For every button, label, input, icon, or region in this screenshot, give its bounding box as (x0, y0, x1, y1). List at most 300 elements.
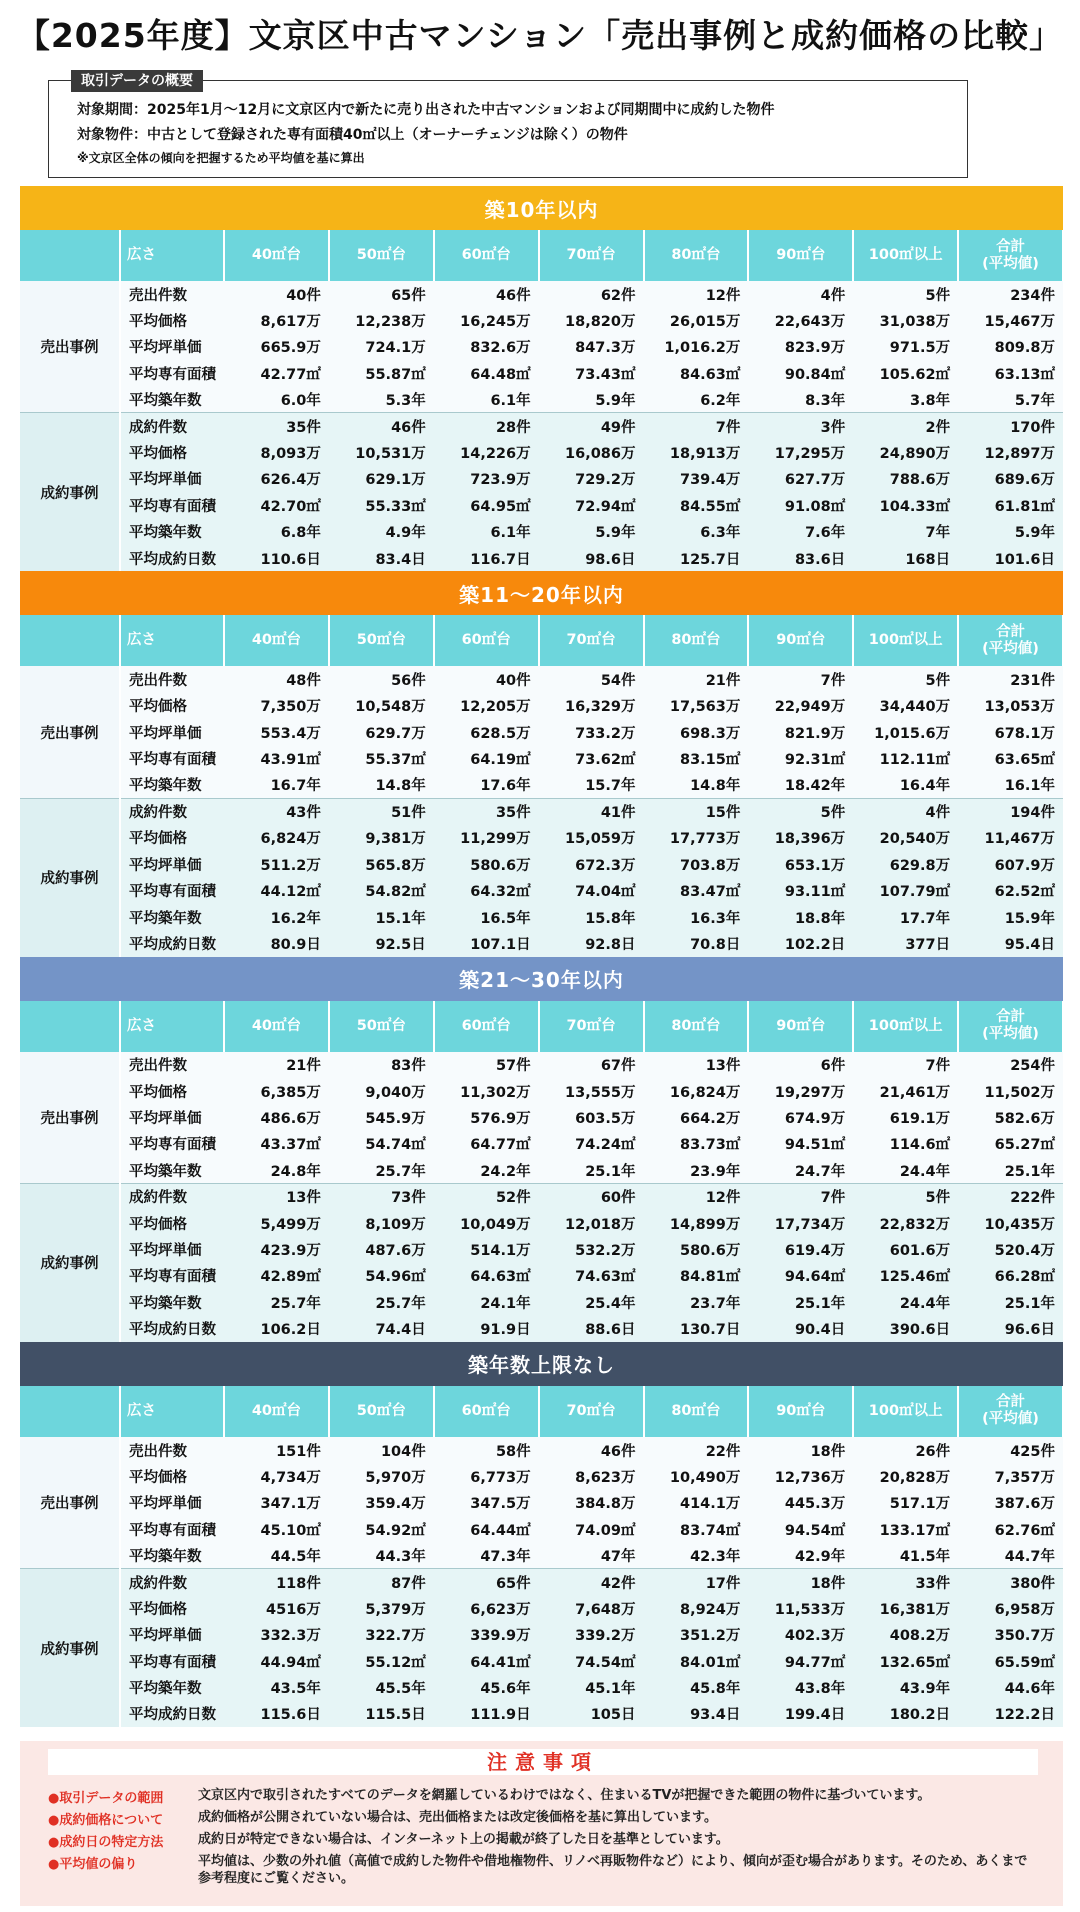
value-cell: 25.7年 (329, 1157, 434, 1183)
value-cell: 64.19㎡ (434, 745, 539, 771)
value-cell: 90.84㎡ (748, 360, 853, 386)
value-cell: 105日 (539, 1701, 644, 1727)
value-cell: 43.8年 (748, 1674, 853, 1700)
metric-label: 平均価格 (120, 693, 224, 719)
value-cell: 15,059万 (539, 825, 644, 851)
value-cell: 168日 (853, 545, 958, 571)
value-cell: 7.6年 (748, 519, 853, 545)
value-cell: 18,820万 (539, 307, 644, 333)
value-cell: 64.63㎡ (434, 1263, 539, 1289)
value-cell: 43件 (224, 798, 329, 824)
value-cell: 170件 (958, 413, 1063, 439)
value-cell: 5件 (853, 281, 958, 307)
metric-label: 平均築年数 (120, 904, 224, 930)
value-cell: 41.5年 (853, 1542, 958, 1568)
value-cell: 115.6日 (224, 1701, 329, 1727)
value-cell: 132.65㎡ (853, 1648, 958, 1674)
value-cell: 8,924万 (644, 1595, 749, 1621)
value-cell: 44.5年 (224, 1542, 329, 1568)
value-cell: 7件 (748, 1184, 853, 1210)
value-cell: 26,015万 (644, 307, 749, 333)
value-cell: 49件 (539, 413, 644, 439)
value-cell: 9,040万 (329, 1078, 434, 1104)
value-cell: 339.2万 (539, 1622, 644, 1648)
value-cell: 823.9万 (748, 334, 853, 360)
value-cell: 7年 (853, 519, 958, 545)
value-cell: 42.77㎡ (224, 360, 329, 386)
value-cell: 17.7年 (853, 904, 958, 930)
value-cell: 11,302万 (434, 1078, 539, 1104)
metric-label: 成約件数 (120, 413, 224, 439)
value-cell: 517.1万 (853, 1490, 958, 1516)
value-cell: 5.3年 (329, 387, 434, 413)
metric-label: 売出件数 (120, 666, 224, 692)
value-cell: 18,396万 (748, 825, 853, 851)
value-cell: 87件 (329, 1569, 434, 1595)
value-cell: 7件 (748, 666, 853, 692)
value-cell: 24.1年 (434, 1289, 539, 1315)
metric-label: 平均専有面積 (120, 1516, 224, 1542)
value-cell: 339.9万 (434, 1622, 539, 1648)
header-total-sub: (平均値) (982, 640, 1039, 657)
header-col: 70㎡台 (539, 230, 644, 281)
value-cell: 231件 (958, 666, 1063, 692)
value-cell: 41件 (539, 798, 644, 824)
value-cell: 628.5万 (434, 719, 539, 745)
metric-label: 平均築年数 (120, 1157, 224, 1183)
value-cell: 45.1年 (539, 1674, 644, 1700)
section-band (20, 571, 1063, 615)
value-cell: 10,435万 (958, 1210, 1063, 1236)
value-cell: 16.4年 (853, 772, 958, 798)
value-cell: 83.6日 (748, 545, 853, 571)
value-cell: 74.63㎡ (539, 1263, 644, 1289)
header-col: 40㎡台 (224, 615, 329, 666)
value-cell: 6,385万 (224, 1078, 329, 1104)
value-cell: 582.6万 (958, 1104, 1063, 1130)
page-title: 【2025年度】文京区中古マンション「売出事例と成約価格の比較」 (16, 16, 1064, 55)
metric-label: 平均価格 (120, 307, 224, 333)
value-cell: 347.5万 (434, 1490, 539, 1516)
value-cell: 6,773万 (434, 1463, 539, 1489)
value-cell: 122.2日 (958, 1701, 1063, 1727)
value-cell: 11,533万 (748, 1595, 853, 1621)
value-cell: 387.6万 (958, 1490, 1063, 1516)
value-cell: 84.01㎡ (644, 1648, 749, 1674)
value-cell: 43.9年 (853, 1674, 958, 1700)
value-cell: 351.2万 (644, 1622, 749, 1648)
value-cell: 55.37㎡ (329, 745, 434, 771)
metric-label: 平均専有面積 (120, 1648, 224, 1674)
value-cell: 92.8日 (539, 930, 644, 956)
metric-label: 平均専有面積 (120, 877, 224, 903)
value-cell: 10,490万 (644, 1463, 749, 1489)
table-row (20, 1104, 1063, 1130)
value-cell: 545.9万 (329, 1104, 434, 1130)
value-cell: 6,958万 (958, 1595, 1063, 1621)
value-cell: 73.43㎡ (539, 360, 644, 386)
section-title: 築21～30年以内 (20, 957, 1063, 1001)
value-cell: 445.3万 (748, 1490, 853, 1516)
value-cell: 1,016.2万 (644, 334, 749, 360)
value-cell: 44.94㎡ (224, 1648, 329, 1674)
value-cell: 125.7日 (644, 545, 749, 571)
value-cell: 17,734万 (748, 1210, 853, 1236)
value-cell: 5,499万 (224, 1210, 329, 1236)
note-key: ●成約日の特定方法 (48, 1835, 164, 1850)
metric-label: 平均坪単価 (120, 1236, 224, 1262)
header-total (958, 615, 1063, 666)
value-cell: 55.87㎡ (329, 360, 434, 386)
value-cell: 16.1年 (958, 772, 1063, 798)
value-cell: 84.81㎡ (644, 1263, 749, 1289)
value-cell: 91.9日 (434, 1316, 539, 1342)
metric-label: 平均成約日数 (120, 930, 224, 956)
value-cell: 74.4日 (329, 1316, 434, 1342)
value-cell: 42.9年 (748, 1542, 853, 1568)
table-row (20, 745, 1063, 771)
value-cell: 15.8年 (539, 904, 644, 930)
header-col: 70㎡台 (539, 1001, 644, 1052)
value-cell: 16,086万 (539, 439, 644, 465)
value-cell: 62.52㎡ (958, 877, 1063, 903)
table-row (20, 693, 1063, 719)
value-cell: 10,548万 (329, 693, 434, 719)
value-cell: 629.7万 (329, 719, 434, 745)
value-cell: 40件 (224, 281, 329, 307)
metric-label: 平均成約日数 (120, 1701, 224, 1727)
header-total-label: 合計 (996, 623, 1026, 640)
table-row (20, 1316, 1063, 1342)
value-cell: 83.4日 (329, 545, 434, 571)
value-cell: 607.9万 (958, 851, 1063, 877)
sale-group-label: 売出事例 (20, 1052, 120, 1184)
value-cell: 8,109万 (329, 1210, 434, 1236)
value-cell: 13,555万 (539, 1078, 644, 1104)
value-cell: 15.9年 (958, 904, 1063, 930)
value-cell: 514.1万 (434, 1236, 539, 1262)
header-col: 40㎡台 (224, 1001, 329, 1052)
value-cell: 16,245万 (434, 307, 539, 333)
metric-label: 平均価格 (120, 825, 224, 851)
value-cell: 11,502万 (958, 1078, 1063, 1104)
value-cell: 532.2万 (539, 1236, 644, 1262)
table-row (20, 466, 1063, 492)
value-cell: 22,832万 (853, 1210, 958, 1236)
note-text: 平均値は、少数の外れ値（高値で成約した物件や借地権物件、リノベ再販物件など）により、傾向が歪む場合があります。そのため、あくまで参考程度にご覧ください。 (198, 1854, 1028, 1886)
value-cell: 8,623万 (539, 1463, 644, 1489)
value-cell: 11,467万 (958, 825, 1063, 851)
table-row (20, 307, 1063, 333)
value-cell: 43.5年 (224, 1674, 329, 1700)
value-cell: 105.62㎡ (853, 360, 958, 386)
value-cell: 347.1万 (224, 1490, 329, 1516)
value-cell: 31,038万 (853, 307, 958, 333)
value-cell: 809.8万 (958, 334, 1063, 360)
header-col: 80㎡台 (644, 1386, 749, 1437)
table-row (20, 1078, 1063, 1104)
value-cell: 832.6万 (434, 334, 539, 360)
value-cell: 5.9年 (958, 519, 1063, 545)
value-cell: 576.9万 (434, 1104, 539, 1130)
table-row (20, 1437, 1063, 1463)
value-cell: 24.4年 (853, 1289, 958, 1315)
value-cell: 74.54㎡ (539, 1648, 644, 1674)
value-cell: 83.15㎡ (644, 745, 749, 771)
value-cell: 627.7万 (748, 466, 853, 492)
value-cell: 45.8年 (644, 1674, 749, 1700)
metric-label: 成約件数 (120, 1184, 224, 1210)
value-cell: 821.9万 (748, 719, 853, 745)
value-cell: 73件 (329, 1184, 434, 1210)
value-cell: 35件 (224, 413, 329, 439)
header-col: 50㎡台 (329, 230, 434, 281)
value-cell: 25.1年 (539, 1157, 644, 1183)
value-cell: 25.1年 (748, 1289, 853, 1315)
value-cell: 8,093万 (224, 439, 329, 465)
value-cell: 13件 (224, 1184, 329, 1210)
column-header-row (20, 1001, 1063, 1052)
value-cell: 4件 (748, 281, 853, 307)
value-cell: 56件 (329, 666, 434, 692)
value-cell: 739.4万 (644, 466, 749, 492)
value-cell: 6.3年 (644, 519, 749, 545)
table-row (20, 825, 1063, 851)
value-cell: 629.1万 (329, 466, 434, 492)
value-cell: 6.8年 (224, 519, 329, 545)
value-cell: 20,828万 (853, 1463, 958, 1489)
value-cell: 12,736万 (748, 1463, 853, 1489)
table-row (20, 413, 1063, 439)
header-area: 広さ (120, 230, 224, 281)
metric-label: 平均専有面積 (120, 360, 224, 386)
value-cell: 390.6日 (853, 1316, 958, 1342)
comparison-table (20, 186, 1064, 1727)
value-cell: 14.8年 (644, 772, 749, 798)
value-cell: 15,467万 (958, 307, 1063, 333)
value-cell: 847.3万 (539, 334, 644, 360)
header-total-sub: (平均値) (982, 1026, 1039, 1043)
value-cell: 25.4年 (539, 1289, 644, 1315)
value-cell: 15件 (644, 798, 749, 824)
value-cell: 64.44㎡ (434, 1516, 539, 1542)
overview-period: 対象期間：2025年1月～12月に文京区内で新たに売り出された中古マンションおよび同期間中に成約した物件 (77, 102, 775, 118)
value-cell: 678.1万 (958, 719, 1063, 745)
value-cell: 111.9日 (434, 1701, 539, 1727)
value-cell: 16,381万 (853, 1595, 958, 1621)
value-cell: 45.6年 (434, 1674, 539, 1700)
overview-note: ※文京区全体の傾向を把握するため平均値を基に算出 (77, 151, 365, 165)
table-row (20, 1184, 1063, 1210)
header-area: 広さ (120, 1386, 224, 1437)
notes-title: 注意事項 (48, 1749, 1038, 1775)
value-cell: 80.9日 (224, 930, 329, 956)
header-col: 40㎡台 (224, 230, 329, 281)
metric-label: 平均坪単価 (120, 466, 224, 492)
value-cell: 4件 (853, 798, 958, 824)
table-row (20, 877, 1063, 903)
value-cell: 603.5万 (539, 1104, 644, 1130)
table-row (20, 1516, 1063, 1542)
header-col: 90㎡台 (748, 1001, 853, 1052)
value-cell: 64.32㎡ (434, 877, 539, 903)
value-cell: 57件 (434, 1052, 539, 1078)
value-cell: 58件 (434, 1437, 539, 1463)
metric-label: 平均専有面積 (120, 745, 224, 771)
value-cell: 64.48㎡ (434, 360, 539, 386)
value-cell: 5,970万 (329, 1463, 434, 1489)
value-cell: 6,824万 (224, 825, 329, 851)
value-cell: 332.3万 (224, 1622, 329, 1648)
value-cell: 698.3万 (644, 719, 749, 745)
value-cell: 65件 (434, 1569, 539, 1595)
table-row (20, 719, 1063, 745)
value-cell: 359.4万 (329, 1490, 434, 1516)
value-cell: 93.11㎡ (748, 877, 853, 903)
value-cell: 674.9万 (748, 1104, 853, 1130)
value-cell: 689.6万 (958, 466, 1063, 492)
value-cell: 107.79㎡ (853, 877, 958, 903)
value-cell: 180.2日 (853, 1701, 958, 1727)
value-cell: 88.6日 (539, 1316, 644, 1342)
table-row (20, 1157, 1063, 1183)
table-row (20, 1595, 1063, 1621)
value-cell: 63.13㎡ (958, 360, 1063, 386)
value-cell: 724.1万 (329, 334, 434, 360)
value-cell: 44.3年 (329, 1542, 434, 1568)
table-row (20, 1542, 1063, 1568)
value-cell: 24.8年 (224, 1157, 329, 1183)
value-cell: 101.6日 (958, 545, 1063, 571)
value-cell: 11,299万 (434, 825, 539, 851)
metric-label: 平均成約日数 (120, 1316, 224, 1342)
overview-label: 取引データの概要 (71, 70, 203, 92)
value-cell: 55.33㎡ (329, 492, 434, 518)
note-key: ●平均値の偏り (48, 1857, 138, 1872)
value-cell: 553.4万 (224, 719, 329, 745)
value-cell: 83.74㎡ (644, 1516, 749, 1542)
value-cell: 107.1日 (434, 930, 539, 956)
value-cell: 24.4年 (853, 1157, 958, 1183)
value-cell: 788.6万 (853, 466, 958, 492)
value-cell: 5件 (748, 798, 853, 824)
value-cell: 8.3年 (748, 387, 853, 413)
value-cell: 199.4日 (748, 1701, 853, 1727)
value-cell: 94.64㎡ (748, 1263, 853, 1289)
value-cell: 6.0年 (224, 387, 329, 413)
value-cell: 106.2日 (224, 1316, 329, 1342)
header-total-sub: (平均値) (982, 1411, 1039, 1428)
value-cell: 102.2日 (748, 930, 853, 956)
value-cell: 74.24㎡ (539, 1131, 644, 1157)
table-row (20, 1236, 1063, 1262)
value-cell: 511.2万 (224, 851, 329, 877)
table-row (20, 904, 1063, 930)
value-cell: 43.91㎡ (224, 745, 329, 771)
header-col: 60㎡台 (434, 1001, 539, 1052)
value-cell: 74.04㎡ (539, 877, 644, 903)
value-cell: 23.9年 (644, 1157, 749, 1183)
table-row (20, 1622, 1063, 1648)
metric-label: 平均築年数 (120, 772, 224, 798)
value-cell: 18件 (748, 1569, 853, 1595)
table-row (20, 492, 1063, 518)
metric-label: 平均築年数 (120, 519, 224, 545)
value-cell: 104件 (329, 1437, 434, 1463)
value-cell: 42.70㎡ (224, 492, 329, 518)
header-total-label: 合計 (996, 1394, 1026, 1411)
value-cell: 24,890万 (853, 439, 958, 465)
metric-label: 平均坪単価 (120, 1622, 224, 1648)
metric-label: 平均専有面積 (120, 1263, 224, 1289)
table-row (20, 360, 1063, 386)
value-cell: 580.6万 (434, 851, 539, 877)
value-cell: 1,015.6万 (853, 719, 958, 745)
metric-label: 売出件数 (120, 1052, 224, 1078)
header-col: 60㎡台 (434, 615, 539, 666)
overview-target: 対象物件：中古として登録された専有面積40㎡以上（オーナーチェンジは除く）の物件 (77, 127, 628, 143)
section-band (20, 1342, 1063, 1386)
header-blank (20, 615, 120, 666)
value-cell: 703.8万 (644, 851, 749, 877)
value-cell: 64.95㎡ (434, 492, 539, 518)
table-row (20, 851, 1063, 877)
value-cell: 66.28㎡ (958, 1263, 1063, 1289)
header-area: 広さ (120, 1001, 224, 1052)
value-cell: 12,018万 (539, 1210, 644, 1236)
metric-label: 平均価格 (120, 439, 224, 465)
value-cell: 19,297万 (748, 1078, 853, 1104)
value-cell: 62件 (539, 281, 644, 307)
value-cell: 28件 (434, 413, 539, 439)
value-cell: 25.1年 (958, 1157, 1063, 1183)
value-cell: 619.1万 (853, 1104, 958, 1130)
header-total-label: 合計 (996, 1009, 1026, 1026)
metric-label: 成約件数 (120, 798, 224, 824)
header-total-label: 合計 (996, 238, 1026, 255)
value-cell: 12,238万 (329, 307, 434, 333)
value-cell: 94.77㎡ (748, 1648, 853, 1674)
table-row (20, 545, 1063, 571)
value-cell: 18.42年 (748, 772, 853, 798)
value-cell: 118件 (224, 1569, 329, 1595)
metric-label: 平均専有面積 (120, 1131, 224, 1157)
header-blank (20, 230, 120, 281)
value-cell: 5件 (853, 666, 958, 692)
table-row (20, 1131, 1063, 1157)
table-row (20, 1263, 1063, 1289)
value-cell: 486.6万 (224, 1104, 329, 1130)
value-cell: 44.7年 (958, 1542, 1063, 1568)
value-cell: 51件 (329, 798, 434, 824)
metric-label: 平均価格 (120, 1595, 224, 1621)
value-cell: 4.9年 (329, 519, 434, 545)
metric-label: 平均専有面積 (120, 492, 224, 518)
value-cell: 12,897万 (958, 439, 1063, 465)
metric-label: 平均価格 (120, 1078, 224, 1104)
header-col: 100㎡以上 (853, 1386, 958, 1437)
metric-label: 平均価格 (120, 1463, 224, 1489)
header-col: 90㎡台 (748, 1386, 853, 1437)
value-cell: 4,734万 (224, 1463, 329, 1489)
value-cell: 25.7年 (224, 1289, 329, 1315)
value-cell: 5.9年 (539, 519, 644, 545)
value-cell: 13,053万 (958, 693, 1063, 719)
section-title: 築10年以内 (20, 186, 1063, 230)
value-cell: 43.37㎡ (224, 1131, 329, 1157)
value-cell: 733.2万 (539, 719, 644, 745)
value-cell: 94.54㎡ (748, 1516, 853, 1542)
